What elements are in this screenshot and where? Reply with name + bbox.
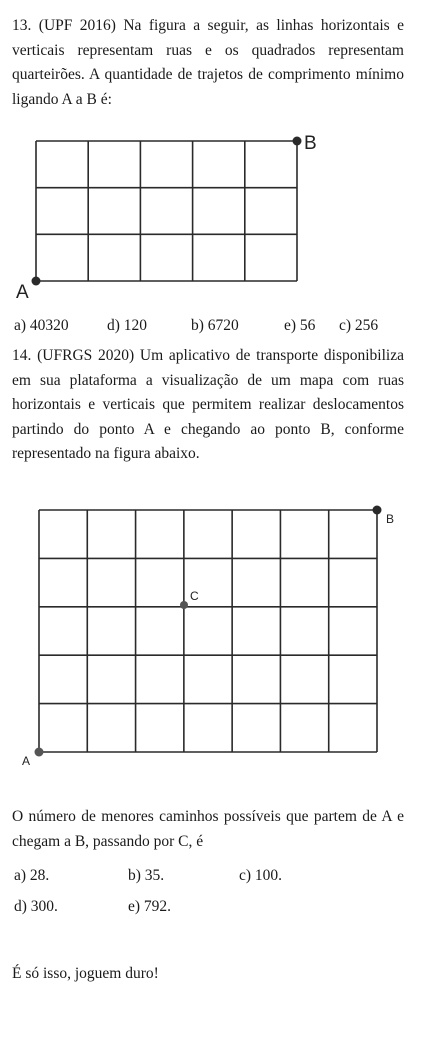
q13-option-d: d) 120: [107, 317, 148, 334]
q13-label-b: B: [304, 133, 317, 154]
q13-option-b: b) 6720: [191, 317, 239, 334]
q13-point-a: [32, 277, 41, 286]
q14-point-a: [35, 748, 44, 757]
q14-option-c: c) 100.: [239, 867, 283, 884]
q14-option-b: b) 35.: [128, 867, 165, 884]
q14-option-a: a) 28.: [14, 867, 50, 884]
q13-option-e: e) 56: [284, 317, 316, 334]
q14-label-b: B: [386, 512, 395, 526]
q13-statement: 13. (UPF 2016) Na figura a seguir, as linhas horizontais e verticais representam ruas e os quadrados representam quarteirões. A quantidade de trajetos de comprimento mínimo ligando A a B é:: [12, 17, 404, 108]
q14-point-c: [180, 601, 188, 609]
q14-point-b: [373, 506, 382, 515]
q14-question: O número de menores caminhos possíveis que partem de A e chegam a B, passando por C, é: [12, 808, 404, 850]
q14-label-c: C: [190, 589, 199, 603]
q14-option-d: d) 300.: [14, 898, 58, 915]
q14-label-a: A: [22, 754, 31, 768]
closing-remark: É só isso, joguem duro!: [12, 965, 159, 982]
q13-option-c: c) 256: [339, 317, 379, 334]
q14-street-grid: [39, 510, 377, 752]
q13-option-a: a) 40320: [14, 317, 69, 334]
q14-statement: 14. (UFRGS 2020) Um aplicativo de transporte disponibiliza em sua plataforma a visualização de um mapa com ruas horizontais e verticais que permitem realizar deslocamentos partindo do ponto A e chegando ao ponto B, conforme representado na figura abaixo.: [12, 347, 404, 462]
q13-street-grid: [36, 141, 297, 281]
q14-option-e: e) 792.: [128, 898, 172, 915]
q13-point-b: [293, 137, 302, 146]
q13-label-a: A: [16, 282, 29, 303]
